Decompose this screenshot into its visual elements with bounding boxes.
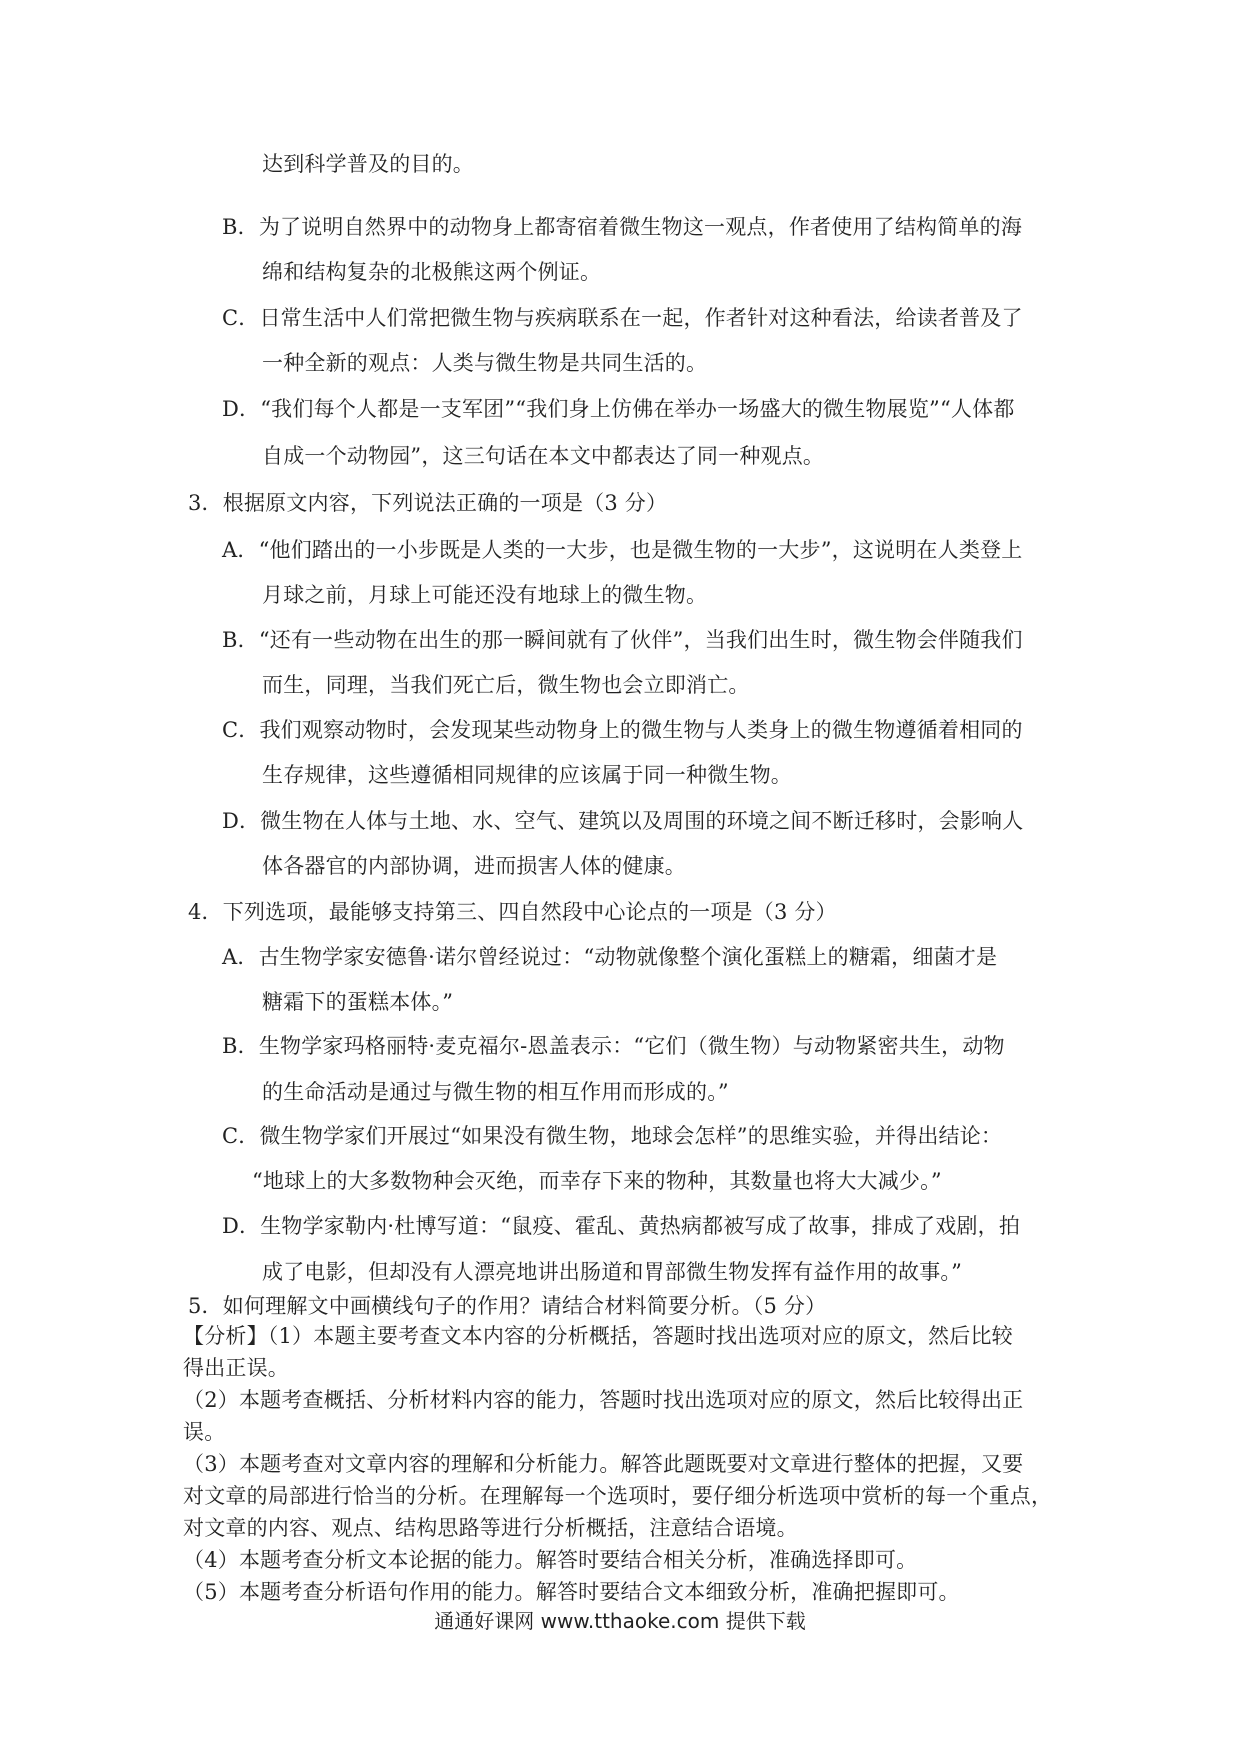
analysis-line-4: 误。 <box>183 1420 226 1444</box>
page-footer: 通通好课网 www.tthaoke.com 提供下载 <box>434 1609 806 1633</box>
analysis-line-1: 【分析】（1）本题主要考查文本内容的分析概括，答题时找出选项对应的原文，然后比较 <box>183 1324 1013 1348</box>
q4-option-c-line1: C．微生物学家们开展过“如果没有微生物，地球会怎样”的思维实验，并得出结论： <box>222 1124 1003 1148</box>
q4-option-d-line1: D．生物学家勒内·杜博写道：“鼠疫、霍乱、黄热病都被写成了故事，排成了戏剧，拍 <box>222 1214 1021 1238</box>
q3-option-d-line1: D．微生物在人体与土地、水、空气、建筑以及周围的环境之间不断迁移时，会影响人 <box>222 809 1024 833</box>
q3-option-c-line2: 生存规律，这些遵循相同规律的应该属于同一种微生物。 <box>262 763 792 787</box>
analysis-line-7: 对文章的内容、观点、结构思路等进行分析概括，注意结合语境。 <box>183 1516 798 1540</box>
analysis-line-6: 对文章的局部进行恰当的分析。在理解每一个选项时，要仔细分析选项中赏析的每一个重点， <box>183 1484 1053 1508</box>
q4-option-a-line1: A．古生物学家安德鲁·诺尔曾经说过：“动物就像整个演化蛋糕上的糖霜，细菌才是 <box>222 945 998 969</box>
q3-option-d-line2: 体各器官的内部协调，进而损害人体的健康。 <box>262 854 686 878</box>
q4-option-d-line2: 成了电影，但却没有人漂亮地讲出肠道和胃部微生物发挥有益作用的故事。” <box>262 1260 963 1284</box>
analysis-line-2: 得出正误。 <box>183 1356 289 1380</box>
q4-option-b-line2: 的生命活动是通过与微生物的相互作用而形成的。” <box>262 1080 729 1104</box>
q3-option-a-line1: A．“他们踏出的一小步既是人类的一大步，也是微生物的一大步”，这说明在人类登上 <box>222 538 1023 562</box>
analysis-line-8: （4）本题考查分析文本论据的能力。解答时要结合相关分析，准确选择即可。 <box>183 1548 918 1572</box>
q4-option-b-line1: B．生物学家玛格丽特·麦克福尔-恩盖表示：“它们（微生物）与动物紧密共生，动物 <box>222 1034 1005 1058</box>
q3-option-a-line2: 月球之前，月球上可能还没有地球上的微生物。 <box>262 583 708 607</box>
q2-option-d-line2: 自成一个动物园”，这三句话在本文中都表达了同一种观点。 <box>262 444 825 468</box>
q5-stem: 5．如何理解文中画横线句子的作用？请结合材料简要分析。（5 分） <box>188 1294 827 1318</box>
analysis-line-3: （2）本题考查概括、分析材料内容的能力，答题时找出选项对应的原文，然后比较得出正 <box>183 1388 1024 1412</box>
q3-option-b-line2: 而生，同理，当我们死亡后，微生物也会立即消亡。 <box>262 673 750 697</box>
q3-option-c-line1: C．我们观察动物时，会发现某些动物身上的微生物与人类身上的微生物遵循着相同的 <box>222 718 1023 742</box>
q4-option-a-line2: 糖霜下的蛋糕本体。” <box>262 990 454 1014</box>
q3-option-b-line1: B．“还有一些动物在出生的那一瞬间就有了伙伴”，当我们出生时，微生物会伴随我们 <box>222 628 1023 652</box>
q4-stem: 4．下列选项，最能够支持第三、四自然段中心论点的一项是（3 分） <box>188 900 837 924</box>
q4-option-c-line2: “地球上的大多数物种会灭绝，而幸存下来的物种，其数量也将大大减少。” <box>252 1169 942 1193</box>
q2-option-a-continuation: 达到科学普及的目的。 <box>262 152 474 176</box>
q3-stem: 3．根据原文内容，下列说法正确的一项是（3 分） <box>188 491 668 515</box>
q2-option-b-line2: 绵和结构复杂的北极熊这两个例证。 <box>262 260 602 284</box>
analysis-line-9: （5）本题考查分析语句作用的能力。解答时要结合文本细致分析，准确把握即可。 <box>183 1580 960 1604</box>
analysis-line-5: （3）本题考查对文章内容的理解和分析能力。解答此题既要对文章进行整体的把握，又要 <box>183 1452 1024 1476</box>
q2-option-c-line1: C．日常生活中人们常把微生物与疾病联系在一起，作者针对这种看法，给读者普及了 <box>222 306 1023 330</box>
q2-option-b-line1: B．为了说明自然界中的动物身上都寄宿着微生物这一观点，作者使用了结构简单的海 <box>222 215 1023 239</box>
q2-option-d-line1: D．“我们每个人都是一支军团”“我们身上仿佛在举办一场盛大的微生物展览”“人体都 <box>222 397 1015 421</box>
q2-option-c-line2: 一种全新的观点：人类与微生物是共同生活的。 <box>262 351 708 375</box>
